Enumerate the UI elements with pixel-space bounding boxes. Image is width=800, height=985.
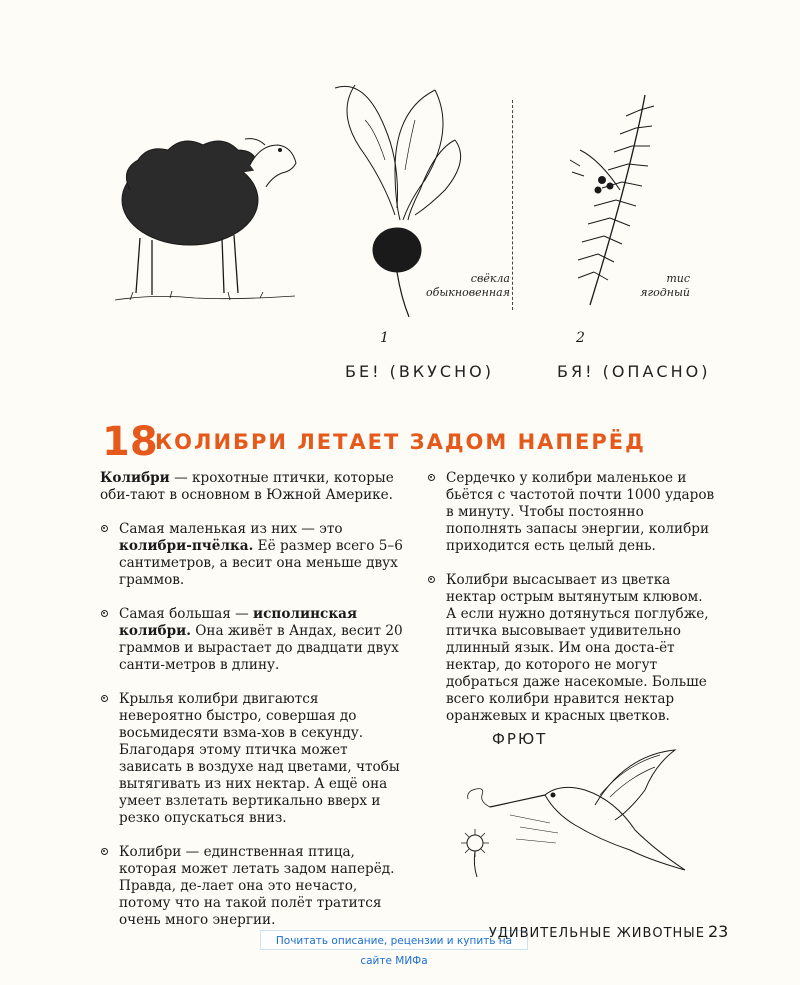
right-column	[427, 470, 717, 742]
list-item	[100, 606, 405, 674]
bullet-icon	[101, 610, 108, 617]
bullet-icon	[101, 695, 108, 702]
beet-caption-line-2: обыкновенная	[426, 286, 510, 299]
list-item	[427, 470, 717, 555]
list-item-bold: колибри-пчёлка.	[119, 538, 254, 554]
bullet-icon	[428, 474, 435, 481]
yew-caption-line-2: ягодный	[640, 286, 690, 299]
fact-title: КОЛИБРИ ЛЕТАЕТ ЗАДОМ НАПЕРЁД	[155, 430, 646, 454]
list-item-text: Она живёт в Андах, весит 20 граммов и вырастает до двадцати двух санти-метров в длину.	[119, 623, 403, 673]
list-item-text: Колибри высасывает из цветка нектар острым вытянутым клювом. А если нужно дотянуться поглубже, птичка высовывает удивительно длинный язык. Им она доста-ёт нектар, до которого не могут добраться даже насекомые. Больше всего колибри нравится нектар оранжевых и красных цветков.	[446, 572, 709, 724]
beet-number: 1	[380, 330, 389, 346]
list-item-text: Сердечко у колибри маленькое и бьётся с частотой почти 1000 ударов в минуту. Чтобы постоянно пополнять запасы энергии, колибри приходится есть целый день.	[446, 470, 715, 554]
list-item-text: Её размер всего 5–6 сантиметров, а весит она меньше двух граммов.	[119, 538, 403, 588]
sound-dangerous: БЯ! (ОПАСНО)	[557, 362, 711, 381]
intro-text: — крохотные птички, которые оби-тают в основном в Южной Америке.	[100, 470, 394, 503]
yew-caption-line-1: тис	[666, 272, 690, 285]
list-item	[100, 844, 405, 929]
bullet-icon	[428, 576, 435, 583]
list-item-text: Самая большая —	[119, 606, 254, 622]
beet-caption-line-1: свёкла	[470, 272, 510, 285]
page-number: 23	[708, 922, 729, 941]
list-item-text: Колибри — единственная птица, которая может летать задом наперёд. Правда, де-лает она это нечасто, потому что на такой полёт тратится очень много энергии.	[119, 844, 395, 928]
bullet-icon	[101, 848, 108, 855]
sound-tasty: БЕ! (ВКУСНО)	[345, 362, 494, 381]
list-item	[100, 521, 405, 589]
yew-caption	[600, 272, 690, 300]
list-item	[427, 572, 717, 725]
bullet-icon	[101, 525, 108, 532]
list-item-text: Крылья колибри двигаются невероятно быстро, совершая до восьмидесяти взма-хов в секунду. Благодаря этому птичка может зависать в воздухе над цветами, чтобы вытягивать из них нектар. А ещё она умеет взлетать вертикально вверх и резко опускаться вниз.	[119, 691, 400, 826]
yew-number: 2	[576, 330, 585, 346]
list-item	[100, 691, 405, 827]
mif-store-link[interactable]: Почитать описание, рецензии и купить на сайте МИФа	[260, 930, 528, 950]
list-item-bold: исполинская колибри.	[119, 606, 357, 639]
sheep-illustration	[110, 120, 300, 310]
fact-number: 18	[102, 419, 158, 465]
section-label: УДИВИТЕЛЬНЫЕ ЖИВОТНЫЕ	[488, 926, 705, 941]
intro-paragraph	[100, 470, 405, 504]
list-item-text: Самая маленькая из них — это	[119, 521, 343, 537]
hummingbird-illustration	[450, 735, 700, 880]
beet-caption	[400, 272, 510, 300]
bird-sound: ФРЮТ	[492, 730, 548, 748]
intro-bold: Колибри	[100, 470, 170, 486]
left-column	[100, 470, 405, 946]
illustration-divider	[512, 100, 513, 310]
